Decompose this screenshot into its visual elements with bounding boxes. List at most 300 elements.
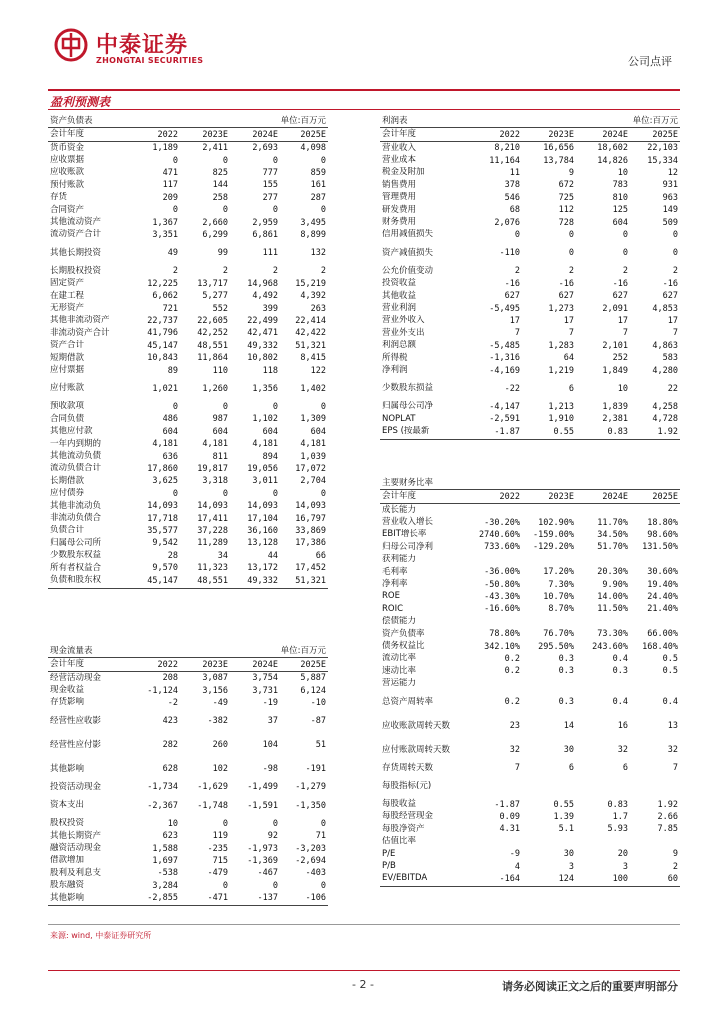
cell-value: 627 [504, 291, 520, 302]
table-header-row [48, 127, 328, 142]
cell-value: 73.30% [597, 629, 628, 640]
table-row [48, 475, 328, 487]
cell-value: 36,160 [247, 525, 278, 536]
row-label: 信用减值损失 [382, 229, 434, 240]
row-label: 营业利润 [382, 303, 417, 314]
cell-value: 30.60% [647, 567, 678, 578]
row-label: 长期借款 [50, 475, 85, 486]
cell-value: 122 [310, 365, 326, 376]
cell-value: 1,273 [548, 303, 574, 314]
row-label: 公允价值变动 [382, 265, 434, 276]
cell-value: -129.20% [533, 542, 574, 553]
cell-value: -22 [504, 383, 520, 394]
cell-value: 1,260 [202, 383, 228, 394]
cell-value: 987 [212, 414, 228, 425]
cell-value [518, 774, 574, 798]
cell-value: 104 [262, 740, 278, 751]
row-label: 股东融资 [50, 880, 85, 891]
row-label: 应付账款周转天数 [382, 744, 450, 755]
cell-value: 131.50% [642, 542, 678, 553]
header-label: 会计年度 [382, 129, 417, 139]
row-label: EV/EBITDA [382, 873, 428, 884]
table-row [48, 401, 328, 413]
cell-value: 4,181 [252, 439, 278, 450]
cell-value: 16,656 [543, 143, 574, 154]
cell-value: 0 [320, 205, 326, 216]
cell-value: 5.1 [558, 824, 574, 835]
cell-value: 42,252 [197, 328, 228, 339]
row-label: 合同资产 [50, 204, 85, 215]
row-label: 存货 [50, 192, 68, 203]
cell-value: 627 [662, 291, 678, 302]
row-label: 预收款项 [50, 401, 85, 412]
row-label: ROE [382, 591, 400, 602]
cell-value: 22,414 [295, 315, 326, 326]
row-label: 总资产周转率 [382, 696, 434, 707]
cell-value: 3,351 [152, 229, 178, 240]
cell-value: 3,625 [152, 476, 178, 487]
table-bottom-rule [48, 905, 328, 906]
cell-value: 0 [320, 401, 326, 412]
cell-value: 486 [162, 414, 178, 425]
cell-value: 0 [514, 229, 520, 240]
table-row [380, 554, 680, 566]
cell-value [572, 678, 628, 690]
row-label: 销售费用 [382, 179, 417, 190]
cell-value: 859 [310, 167, 326, 178]
cell-value: 14,826 [597, 155, 628, 166]
table-row [48, 179, 328, 191]
cell-value: -538 [157, 868, 178, 879]
cell-value: 1,356 [252, 383, 278, 394]
row-label: NOPLAT [382, 413, 416, 424]
row-label: 长期股权投资 [50, 265, 102, 276]
row-label: 归母公司净利 [382, 541, 434, 552]
cell-value: 118 [262, 365, 278, 376]
table-row [380, 762, 680, 774]
cell-value: 963 [662, 192, 678, 203]
table-row [48, 278, 328, 290]
cell-value: 0.2 [504, 697, 520, 707]
row-label: 融资活动现金 [50, 843, 102, 854]
cell-value: 14,093 [247, 501, 278, 512]
cell-value: 4,280 [652, 365, 678, 376]
table-row [380, 401, 680, 413]
cell-value: -471 [207, 893, 228, 904]
cell-value: 604 [212, 426, 228, 437]
row-label: ROIC [382, 603, 404, 614]
row-label: 资产合计 [50, 340, 85, 351]
cell-value: 1,402 [300, 383, 326, 394]
row-label: 其他影响 [50, 892, 85, 903]
cell-value: 2,101 [602, 340, 628, 351]
cell-value: 0 [222, 155, 228, 166]
cell-value: 8,210 [494, 143, 520, 154]
row-label: 净利润 [382, 365, 408, 376]
table-row [48, 867, 328, 879]
cell-value: 17 [509, 315, 520, 326]
cell-value: 715 [212, 855, 228, 866]
row-label: 毛利率 [382, 566, 408, 577]
cell-value: 22,605 [197, 315, 228, 326]
table-row [380, 640, 680, 652]
cell-value: 9,542 [152, 538, 178, 549]
table-row [380, 603, 680, 615]
cell-value: 546 [504, 192, 520, 203]
cell-value: 0.3 [558, 666, 574, 677]
cell-value: 42,422 [295, 328, 326, 339]
cell-value: 4.31 [499, 824, 520, 835]
row-label: 存货周转天数 [382, 762, 434, 773]
cell-value: 4,853 [652, 303, 678, 314]
row-label: 合同负债 [50, 413, 85, 424]
cell-value: 22,103 [647, 143, 678, 154]
row-label: 非流动负债合 [50, 513, 102, 524]
cell-value: 6 [568, 763, 574, 774]
cell-value: 1,697 [152, 855, 178, 866]
cell-value: 2 [622, 266, 628, 277]
row-label: P/B [382, 861, 396, 872]
cell-value: 125 [612, 205, 628, 216]
table-row [380, 216, 680, 228]
cell-value: 14.00% [597, 591, 628, 602]
cell-value: 0 [272, 205, 278, 216]
cell-value: 1,588 [152, 843, 178, 854]
cell-value: 98.60% [647, 529, 678, 540]
cell-value: 30 [563, 849, 574, 860]
cell-value: 0 [672, 248, 678, 259]
cell-value: 0 [172, 488, 178, 499]
cell-value: 4,181 [202, 439, 228, 450]
table-row [380, 327, 680, 339]
row-label: 负债和股东权 [50, 575, 102, 586]
cell-value: 102 [212, 764, 228, 775]
cell-value [622, 836, 678, 848]
table-row [380, 738, 680, 762]
cell-value: 11 [509, 167, 520, 178]
cell-value: 0 [172, 401, 178, 412]
header-label: 会计年度 [382, 491, 417, 501]
table-row [380, 628, 680, 640]
cell-value: -467 [257, 868, 278, 879]
cell-value: -19 [262, 697, 278, 708]
cell-value: 0.83 [607, 426, 628, 437]
cell-value: 1,839 [602, 401, 628, 412]
row-label: 流动比率 [382, 653, 417, 664]
table-bottom-rule [380, 886, 680, 887]
cell-value: 117 [162, 180, 178, 191]
cell-value: 34.50% [597, 529, 628, 540]
zhongtai-logo-icon [54, 28, 88, 62]
table-row [380, 265, 680, 277]
cell-value: 0 [222, 205, 228, 216]
cell-value: -16 [612, 278, 628, 289]
cell-value: 6 [568, 383, 574, 394]
table-unit: 单位:百万元 [280, 646, 326, 656]
table-row [48, 377, 328, 401]
row-label: 应付票据 [50, 365, 85, 376]
header-year: 2023E [548, 491, 574, 502]
cell-value: 0 [568, 248, 574, 259]
row-label: 借款增加 [50, 855, 85, 866]
header-year: 2023E [202, 129, 228, 140]
header-year: 2023E [202, 659, 228, 670]
cell-value: 22,737 [147, 315, 178, 326]
cell-value: 19,056 [247, 463, 278, 474]
cell-value: 295.50% [538, 641, 574, 652]
cell-value: 4,181 [152, 439, 178, 450]
cell-value: 99 [217, 248, 228, 259]
table-header-row [48, 657, 328, 672]
header-year: 2025E [652, 129, 678, 140]
cell-value: -403 [305, 868, 326, 879]
cell-value: 8,415 [300, 353, 326, 364]
row-label: 每股收益 [382, 799, 417, 810]
table-row [380, 352, 680, 364]
row-label: 投资收益 [382, 278, 417, 289]
cell-value: 0.55 [553, 799, 574, 810]
cell-value: -16 [504, 278, 520, 289]
table-row [48, 302, 328, 314]
cell-value: 0.4 [662, 697, 678, 707]
cell-value: 68 [509, 205, 520, 216]
cell-value: -235 [207, 843, 228, 854]
row-label: 管理费用 [382, 192, 417, 203]
cell-value: 7.30% [548, 579, 574, 590]
cell-value: 110 [212, 365, 228, 376]
table-row [380, 204, 680, 216]
row-label: 存货影响 [50, 697, 85, 708]
row-label: 资本支出 [50, 800, 85, 811]
cell-value: 14,093 [147, 501, 178, 512]
table-title: 资产负债表 [50, 116, 93, 126]
table-row [380, 154, 680, 166]
cell-value: 1,039 [300, 451, 326, 462]
cell-value: 4,181 [300, 439, 326, 450]
row-label: EBIT增长率 [382, 529, 427, 540]
table-row [48, 265, 328, 277]
cell-value: 0 [272, 880, 278, 891]
header-year: 2025E [300, 659, 326, 670]
row-label: 其他流动资产 [50, 217, 102, 228]
cell-value: -9 [509, 849, 520, 860]
cell-value: 6,299 [202, 229, 228, 240]
cell-value: 32 [667, 745, 678, 755]
cell-value: 1,910 [548, 414, 574, 425]
cell-value [622, 678, 678, 690]
cell-value: 5.93 [607, 824, 628, 835]
row-label: 获利能力 [382, 554, 417, 565]
table-title: 现金流量表 [50, 646, 93, 656]
cell-value: 17,718 [147, 513, 178, 524]
cell-value: -110 [499, 248, 520, 259]
cell-value: 6,861 [252, 229, 278, 240]
row-label: 营运能力 [382, 678, 417, 689]
cell-value: -1,124 [147, 685, 178, 696]
table-row [48, 733, 328, 757]
cell-value: 1,213 [548, 401, 574, 412]
row-label: 财务费用 [382, 217, 417, 228]
table-row [48, 697, 328, 709]
table-title: 利润表 [382, 116, 408, 126]
cell-value: 10,843 [147, 353, 178, 364]
cell-value: 825 [212, 167, 228, 178]
cell-value: 17 [563, 315, 574, 326]
table-row [48, 550, 328, 562]
table-row [48, 229, 328, 241]
table-row [380, 836, 680, 848]
table-title-bar [48, 643, 328, 656]
table-row [48, 842, 328, 854]
cell-value: -98 [262, 764, 278, 775]
footer-divider [48, 970, 680, 971]
cell-value: 17 [617, 315, 628, 326]
table-row [48, 204, 328, 216]
cell-value: 3,754 [252, 673, 278, 684]
cell-value: 30 [563, 745, 574, 755]
row-label: 应付账款 [50, 383, 85, 394]
header-divider [48, 89, 680, 91]
cell-value: 2,091 [602, 303, 628, 314]
cell-value: 49,332 [247, 575, 278, 586]
cell-value: 45,147 [147, 340, 178, 351]
cell-value: 5,277 [202, 291, 228, 302]
table-row [380, 678, 680, 690]
cell-value: 0.5 [662, 666, 678, 677]
cell-value: 1,219 [548, 365, 574, 376]
header-year: 2025E [300, 129, 326, 140]
cell-value: 9 [568, 167, 574, 178]
cell-value: 7 [568, 328, 574, 339]
cell-value: 32 [509, 745, 520, 755]
cell-value: -137 [257, 893, 278, 904]
row-label: 其他非流动资产 [50, 315, 110, 326]
table-row [48, 241, 328, 265]
cell-value: -1,499 [247, 782, 278, 793]
row-label: 少数股东损益 [382, 383, 434, 394]
header-year: 2022 [157, 129, 178, 140]
table-row [380, 714, 680, 738]
table-row [48, 574, 328, 586]
row-label: 资产减值损失 [382, 247, 434, 258]
cell-value: 0 [222, 401, 228, 412]
row-label: 营业收入增长 [382, 517, 434, 528]
cell-value: 89 [167, 365, 178, 376]
cell-value: 0.3 [558, 697, 574, 707]
cell-value: 12,225 [147, 278, 178, 289]
cell-value: 0.55 [553, 426, 574, 437]
cell-value: 0.83 [607, 799, 628, 810]
cell-value: 60 [667, 873, 678, 884]
cell-value: 1,309 [300, 414, 326, 425]
table-row [48, 684, 328, 696]
cell-value: 2 [672, 266, 678, 277]
table-row [380, 529, 680, 541]
cell-value: 0 [172, 155, 178, 166]
cell-value [464, 554, 520, 566]
cell-value: 119 [212, 831, 228, 842]
cell-value [622, 554, 678, 566]
table-row [48, 830, 328, 842]
cell-value: 49 [167, 248, 178, 259]
cell-value: 66 [315, 550, 326, 561]
cell-value: 2,660 [202, 217, 228, 228]
table-row [380, 798, 680, 810]
row-label: 利润总额 [382, 340, 417, 351]
table-row [48, 327, 328, 339]
cell-value: 931 [662, 180, 678, 191]
cell-value: 3,731 [252, 685, 278, 696]
cell-value: 13 [667, 721, 678, 731]
cell-value: 627 [558, 291, 574, 302]
row-label: 所有者权益合 [50, 562, 102, 573]
disclaimer-note: 请务必阅读正文之后的重要声明部分 [502, 980, 678, 993]
cell-value: 252 [612, 353, 628, 364]
row-label: 每股经营现金 [382, 811, 434, 822]
cell-value: -1.87 [494, 426, 520, 437]
cell-value: -1,279 [295, 782, 326, 793]
table-row [380, 848, 680, 860]
table-row [380, 774, 680, 798]
cell-value: 14,093 [197, 501, 228, 512]
cell-value: -191 [305, 764, 326, 775]
row-label: 固定资产 [50, 278, 85, 289]
cell-value: -382 [207, 716, 228, 727]
cell-value: 34 [217, 550, 228, 561]
cell-value: 0 [622, 229, 628, 240]
cell-value: 0 [272, 818, 278, 829]
cell-value: 1.39 [553, 811, 574, 822]
cell-value: -4,169 [489, 365, 520, 376]
table-row [48, 855, 328, 867]
cell-value: 15,334 [647, 155, 678, 166]
row-label: 在建工程 [50, 290, 85, 301]
table-title: 主要财务比率 [382, 478, 434, 488]
cell-value: 102.90% [538, 517, 574, 528]
table-row [380, 591, 680, 603]
cell-value: 894 [262, 451, 278, 462]
cell-value: 0 [222, 818, 228, 829]
cell-value: 2,411 [202, 143, 228, 154]
cell-value: 604 [162, 426, 178, 437]
cell-value: 71 [315, 831, 326, 842]
row-label: 现金收益 [50, 685, 85, 696]
header-year: 2024E [602, 129, 628, 140]
table-bottom-rule [380, 439, 680, 440]
cell-value: 2 [222, 266, 228, 277]
section-divider [48, 109, 680, 110]
table-row [380, 179, 680, 191]
cell-value: 7 [622, 328, 628, 339]
cell-value [518, 616, 574, 628]
table-bottom-rule [48, 588, 328, 589]
table-row [380, 364, 680, 376]
row-label: 归属母公司净 [382, 401, 434, 412]
cell-value: 3,156 [202, 685, 228, 696]
cell-value: -1,350 [295, 800, 326, 811]
cell-value: 0.09 [499, 811, 520, 822]
cell-value: 11,164 [489, 155, 520, 166]
cell-value: 51.70% [597, 542, 628, 553]
header-year: 2024E [252, 659, 278, 670]
cell-value: -1,734 [147, 782, 178, 793]
cell-value: 209 [162, 192, 178, 203]
cell-value: -87 [310, 716, 326, 727]
cell-value: 725 [558, 192, 574, 203]
cell-value: 11,323 [197, 563, 228, 574]
cell-value: 0.5 [662, 653, 678, 664]
row-label: 其他长期资产 [50, 830, 102, 841]
